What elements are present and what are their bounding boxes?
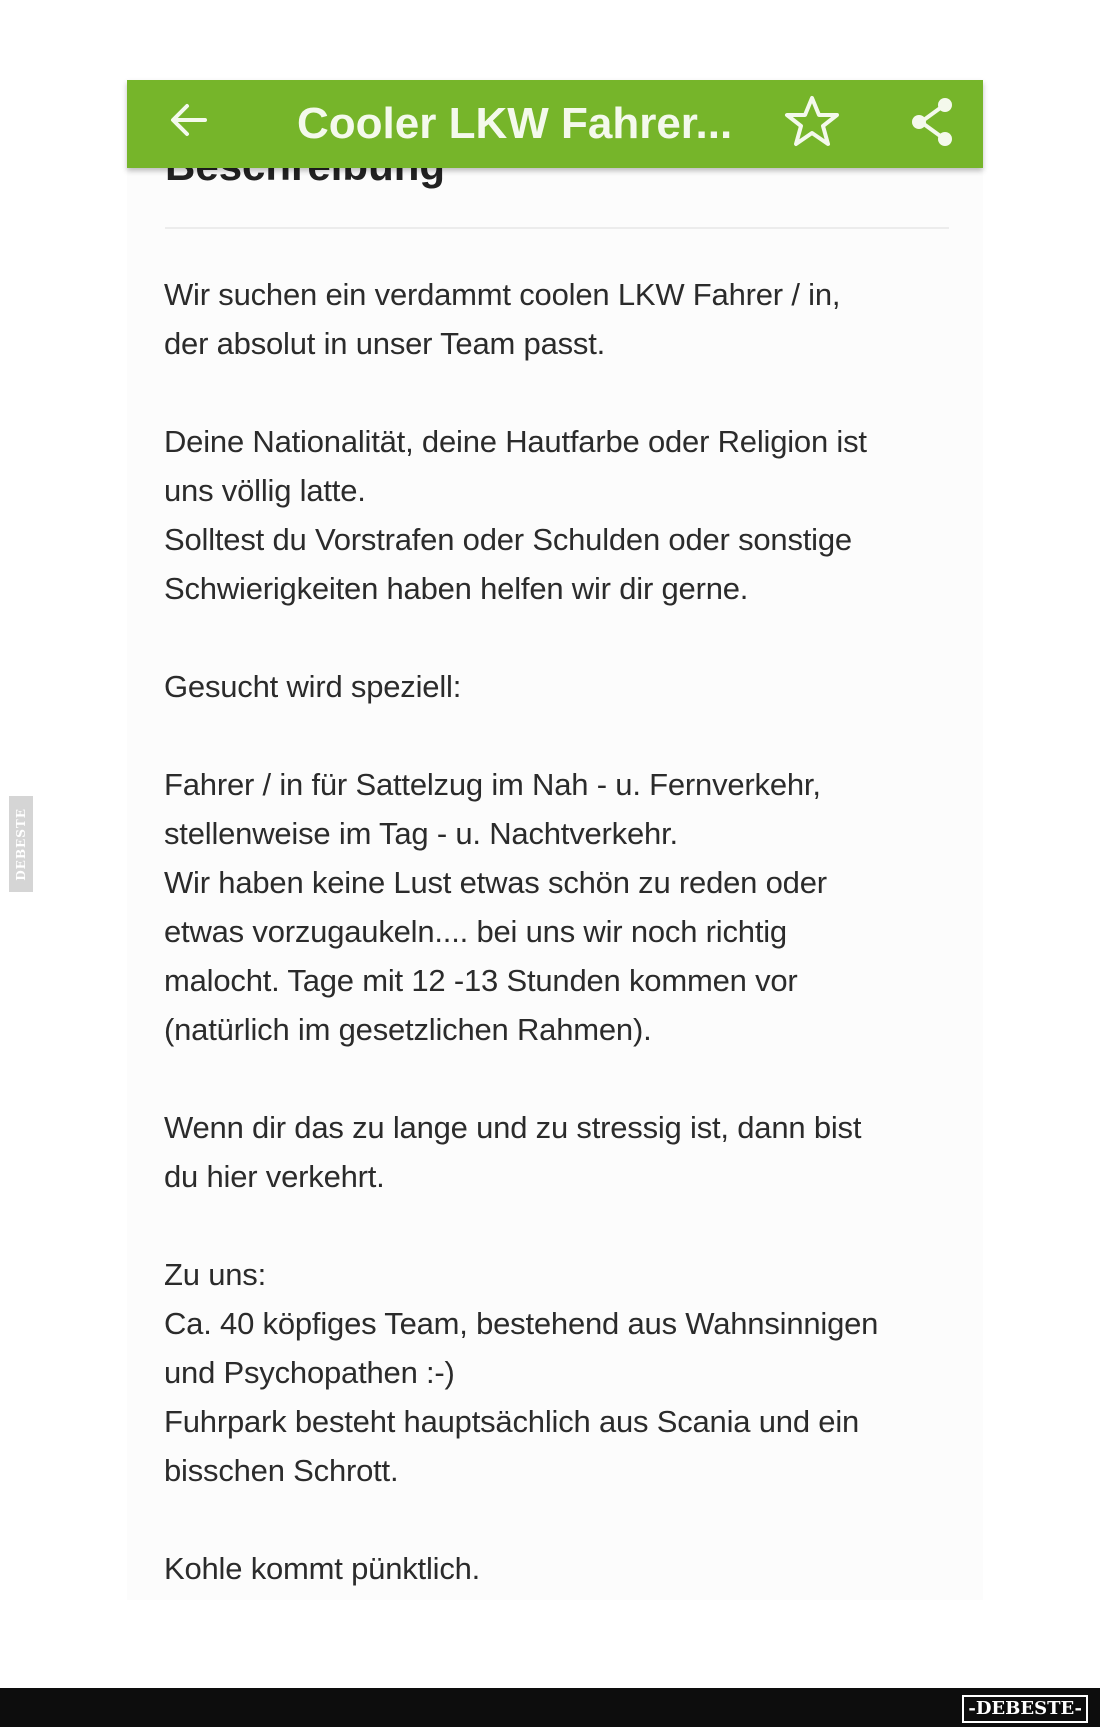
app-bar — [127, 80, 983, 168]
description-line: Wir suchen ein verdammt coolen LKW Fahrer / in, — [164, 277, 841, 312]
page-title: Cooler LKW Fahrer... — [297, 99, 733, 148]
back-button[interactable] — [165, 96, 213, 144]
app-screen — [127, 80, 983, 1600]
side-watermark-text: DEBESTE — [14, 807, 28, 881]
description-paragraph — [164, 760, 964, 1054]
description-line: stellenweise im Tag - u. Nachtverkehr. — [164, 816, 678, 851]
watermark-logo: -DEBESTE- — [962, 1695, 1088, 1723]
description-line: Ca. 40 köpfiges Team, bestehend aus Wahnsinnigen — [164, 1306, 879, 1341]
description-paragraph — [164, 1103, 964, 1201]
favorite-button[interactable] — [783, 94, 841, 150]
star-outline-icon — [783, 94, 841, 150]
description-line: bisschen Schrott. — [164, 1453, 399, 1488]
description-line: Zu uns: — [164, 1257, 266, 1292]
description-paragraph — [164, 1250, 964, 1495]
arrow-left-icon — [165, 96, 213, 144]
description-line: Wenn dir das zu lange und zu stressig ist, dann bist — [164, 1110, 862, 1145]
job-description — [164, 270, 964, 1642]
description-line: Schwierigkeiten haben helfen wir dir gerne. — [164, 571, 749, 606]
description-line: etwas vorzugaukeln.... bei uns wir noch richtig — [164, 914, 787, 949]
divider — [165, 227, 949, 229]
description-line: Deine Nationalität, deine Hautfarbe oder Religion ist — [164, 424, 867, 459]
description-line: und Psychopathen :-) — [164, 1355, 455, 1390]
description-line: der absolut in unser Team passt. — [164, 326, 606, 361]
description-line: Wir haben keine Lust etwas schön zu reden oder — [164, 865, 827, 900]
description-line: malocht. Tage mit 12 -13 Stunden kommen vor — [164, 963, 798, 998]
share-button[interactable] — [905, 94, 961, 150]
description-paragraph — [164, 1544, 964, 1593]
description-line: Gesucht wird speziell: — [164, 669, 462, 704]
description-paragraph — [164, 270, 964, 368]
bottom-watermark-bar — [0, 1688, 1100, 1727]
share-icon — [905, 94, 961, 150]
description-line: du hier verkehrt. — [164, 1159, 385, 1194]
description-line: (natürlich im gesetzlichen Rahmen). — [164, 1012, 652, 1047]
description-line: Kohle kommt pünktlich. — [164, 1551, 481, 1586]
side-watermark — [9, 796, 33, 892]
description-line: Fahrer / in für Sattelzug im Nah - u. Fernverkehr, — [164, 767, 821, 802]
description-line: uns völlig latte. — [164, 473, 366, 508]
description-line: Fuhrpark besteht hauptsächlich aus Scania und ein — [164, 1404, 860, 1439]
description-line: Solltest du Vorstrafen oder Schulden oder sonstige — [164, 522, 852, 557]
description-paragraph — [164, 662, 964, 711]
description-paragraph — [164, 417, 964, 613]
